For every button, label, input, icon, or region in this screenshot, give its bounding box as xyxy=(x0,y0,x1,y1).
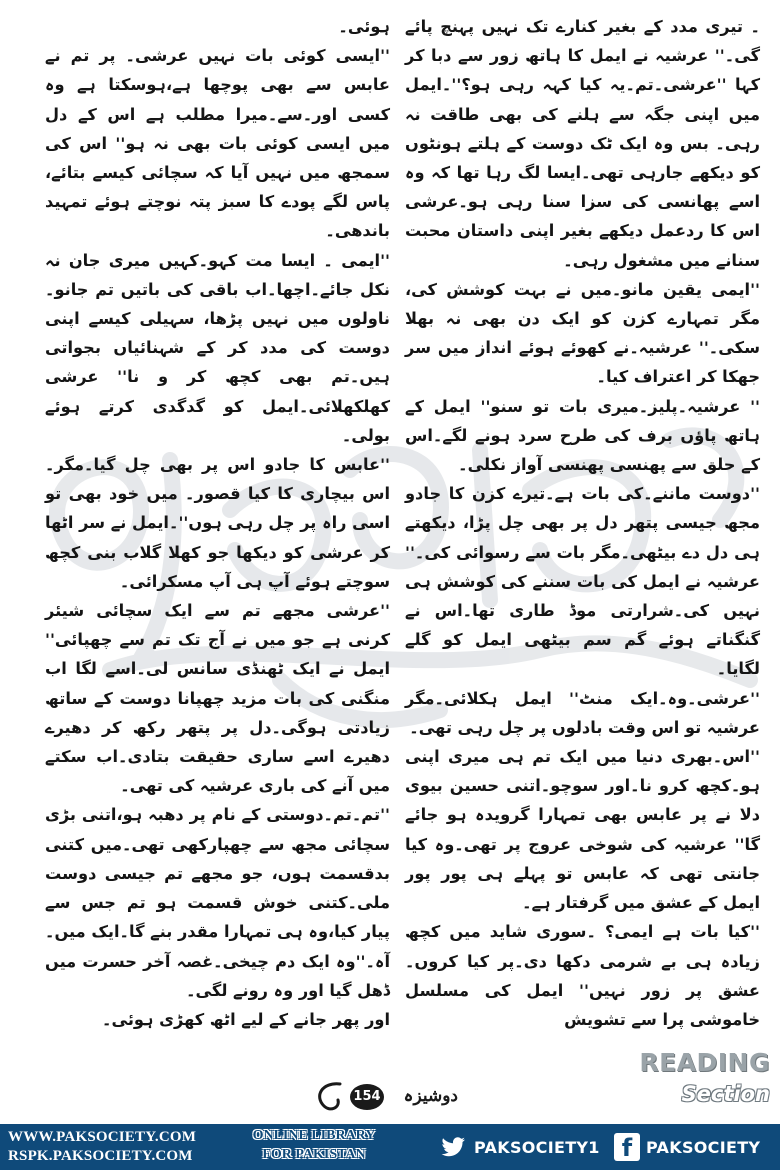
library-line: ONLINE LIBRARY xyxy=(252,1128,376,1143)
article-paragraph: ''دوست ماننے۔کی بات ہے۔تیرے کزن کا جادو مجھ جیسی پتھر دل پر بھی چل پڑا، دیکھتے ہی دل دے بیٹھی۔مگر بات سے رسوائی کی۔'' عرشیہ نے ایمل کی بات سننے کی کوشش ہی نہیں کی۔شرارتی موڈ طاری تھا۔اس نے گنگناتے ہوئے گم سم بیٹھی ایمل کو گلے لگایا۔ xyxy=(405,484,760,679)
website-links xyxy=(8,1128,196,1166)
twitter-bird-icon xyxy=(438,1132,468,1162)
magazine-name: دوشیزہ xyxy=(403,1086,458,1106)
facebook-link[interactable] xyxy=(614,1131,760,1163)
website-url-link[interactable]: RSPK.PAKSOCIETY.COM xyxy=(8,1148,193,1164)
facebook-handle: PAKSOCIETY xyxy=(646,1137,761,1157)
reading-label: READING xyxy=(639,1048,770,1077)
article-column-left xyxy=(45,12,390,1034)
section-label: Section xyxy=(681,1082,770,1106)
swirl-ornament-icon xyxy=(310,1078,350,1118)
facebook-icon: f xyxy=(614,1133,640,1161)
website-url-link[interactable]: WWW.PAKSOCIETY.COM xyxy=(8,1129,197,1145)
article-paragraph: اور پھر جانے کے لیے اٹھ کھڑی ہوئی۔ xyxy=(101,1009,390,1029)
article-paragraph: ''ایمی ۔ ایسا مت کہو۔کہیں میری جان نہ نکل جائے۔اچھا۔اب باقی کی باتیں تم جانو۔ ناولوں میں نہیں پڑھا، سہیلی کیسے اپنی دوست کی مدد کر کے شہنائیاں بجواتی ہیں۔تم بھی کچھ کر و نا'' عرشی کھلکھلائی۔ایمل کو گدگدی کرتے ہوئے بولی۔ xyxy=(45,250,390,445)
article-paragraph: ''تم۔تم۔دوستی کے نام پر دھبہ ہو،اتنی بڑی سچائی مجھ سے چھپارکھی تھی۔میں کتنی بدقسمت ہوں، جو مجھے تم جیسی دوست ملی۔کتنی خوش قسمت ہو تم جس سے پیار کیا،وہ ہی تمہارا مقدر بنے گا۔ایک میں۔آہ۔''وہ ایک دم چیخی۔غصہ آخر حسرت میں ڈھل گیا اور وہ رونے لگی۔ xyxy=(45,805,390,1000)
article-paragraph: ''ایمی یقین مانو۔میں نے بہت کوشش کی، مگر تمہارے کزن کو ایک دن بھی نہ بھلا سکی۔'' عرشیہ۔نے کھوئے ہوئے انداز میں سر جھکا کر اعتراف کیا۔ xyxy=(405,279,760,387)
article-paragraph: ''عابس کا جادو اس پر بھی چل گیا۔مگر۔اس بیچاری کا کیا قصور۔ میں خود بھی تو اسی راہ پر چل رہی ہوں''۔ایمل نے سر اٹھا کر عرشی کو دیکھا جو کھلا گلاب بنی کچھ سوچتے ہوئے آپ ہی آپ مسکرائی۔ xyxy=(45,455,390,591)
twitter-link[interactable] xyxy=(438,1131,600,1163)
footer-bar xyxy=(0,1124,780,1170)
article-column-right xyxy=(405,12,760,1034)
article-paragraph: ''عرشی۔وہ۔ایک منٹ'' ایمل ہکلائی۔مگر عرشیہ تو اس وقت بادلوں پر چل رہی تھی۔ xyxy=(405,688,760,737)
online-library-label xyxy=(244,1126,384,1164)
article-paragraph: '' عرشیہ۔پلیز۔میری بات تو سنو'' ایمل کے ہاتھ پاؤں برف کی طرح سرد ہونے لگے۔اس کے حلق سے پھنسی پھنسی آواز نکلی۔ xyxy=(405,396,760,475)
article-paragraph: ''کیا بات ہے ایمی؟ ۔سوری شاید میں کچھ زیادہ ہی بے شرمی دکھا دی۔پر کیا کروں۔عشق پر زور نہیں'' ایمل کی مسلسل خاموشی پرا سے تشویش xyxy=(405,922,760,1029)
article-paragraph: ''ایسی کوئی بات نہیں عرشی۔ پر تم نے عابس سے بھی پوچھا ہے،ہوسکتا ہے وہ کسی اور۔سے۔میرا مطلب ہے اس کے دل میں ایسی کوئی بات بھی نہ ہو'' اس کی سمجھ میں نہیں آیا کہ سچائی کیسے بتائے، پاس لگے پودے کا سبز پتہ نوچتے ہوئے تمہید باندھی۔ xyxy=(45,46,390,241)
article-paragraph: ہوئی۔ xyxy=(338,17,390,36)
library-line: FOR PAKISTAN xyxy=(262,1147,366,1162)
twitter-handle: PAKSOCIETY1 xyxy=(474,1137,600,1157)
article-paragraph: ''اس۔بھری دنیا میں ایک تم ہی میری اپنی ہو۔کچھ کرو نا۔اور سوچو۔اتنی حسین بیوی دلا نے پر عابس بھی تمہارا گرویدہ ہو جائے گا'' عرشیہ کی شوخی عروج پر تھی۔وہ کیا جانتی تھی کہ عابس تو پہلے ہی پور پور ایمل کے عشق میں گرفتار ہے۔ xyxy=(405,747,760,913)
page-number: 154 xyxy=(350,1084,384,1110)
article-paragraph: ۔ تیری مدد کے بغیر کنارے تک نہیں پہنچ پائے گی۔'' عرشیہ نے ایمل کا ہاتھ زور سے دبا کر کہا ''عرشی۔تم۔یہ کیا کہہ رہی ہو؟''۔ایمل میں اپنی جگہ سے ہلنے کی بھی طاقت نہ رہی۔ بس وہ ایک ٹک دوست کے ہلتے ہونٹوں کو دیکھے جارہی تھی۔ایسا لگ رہا تھا کہ وہ اسے پھانسی کی سزا سنا رہی ہو۔عرشی اس کا ردعمل دیکھے بغیر اپنی داستان محبت سنانے میں مشغول رہی۔ xyxy=(405,17,760,270)
magazine-footer xyxy=(310,1078,460,1118)
reading-section-badge xyxy=(639,1048,774,1114)
article-paragraph: ''عرشی مجھے تم سے ایک سچائی شیئر کرنی ہے جو میں نے آج تک تم سے چھپائی'' ایمل نے ایک ٹھنڈی سانس لی۔اسے لگا اب منگنی کی بات مزید چھپانا دوست کے ساتھ زیادتی ہوگی۔دل پر پتھر رکھ کر دھیرے دھیرے اسے ساری حقیقت بتادی۔اب سکتے میں آنے کی باری عرشیہ کی تھی۔ xyxy=(45,601,390,796)
